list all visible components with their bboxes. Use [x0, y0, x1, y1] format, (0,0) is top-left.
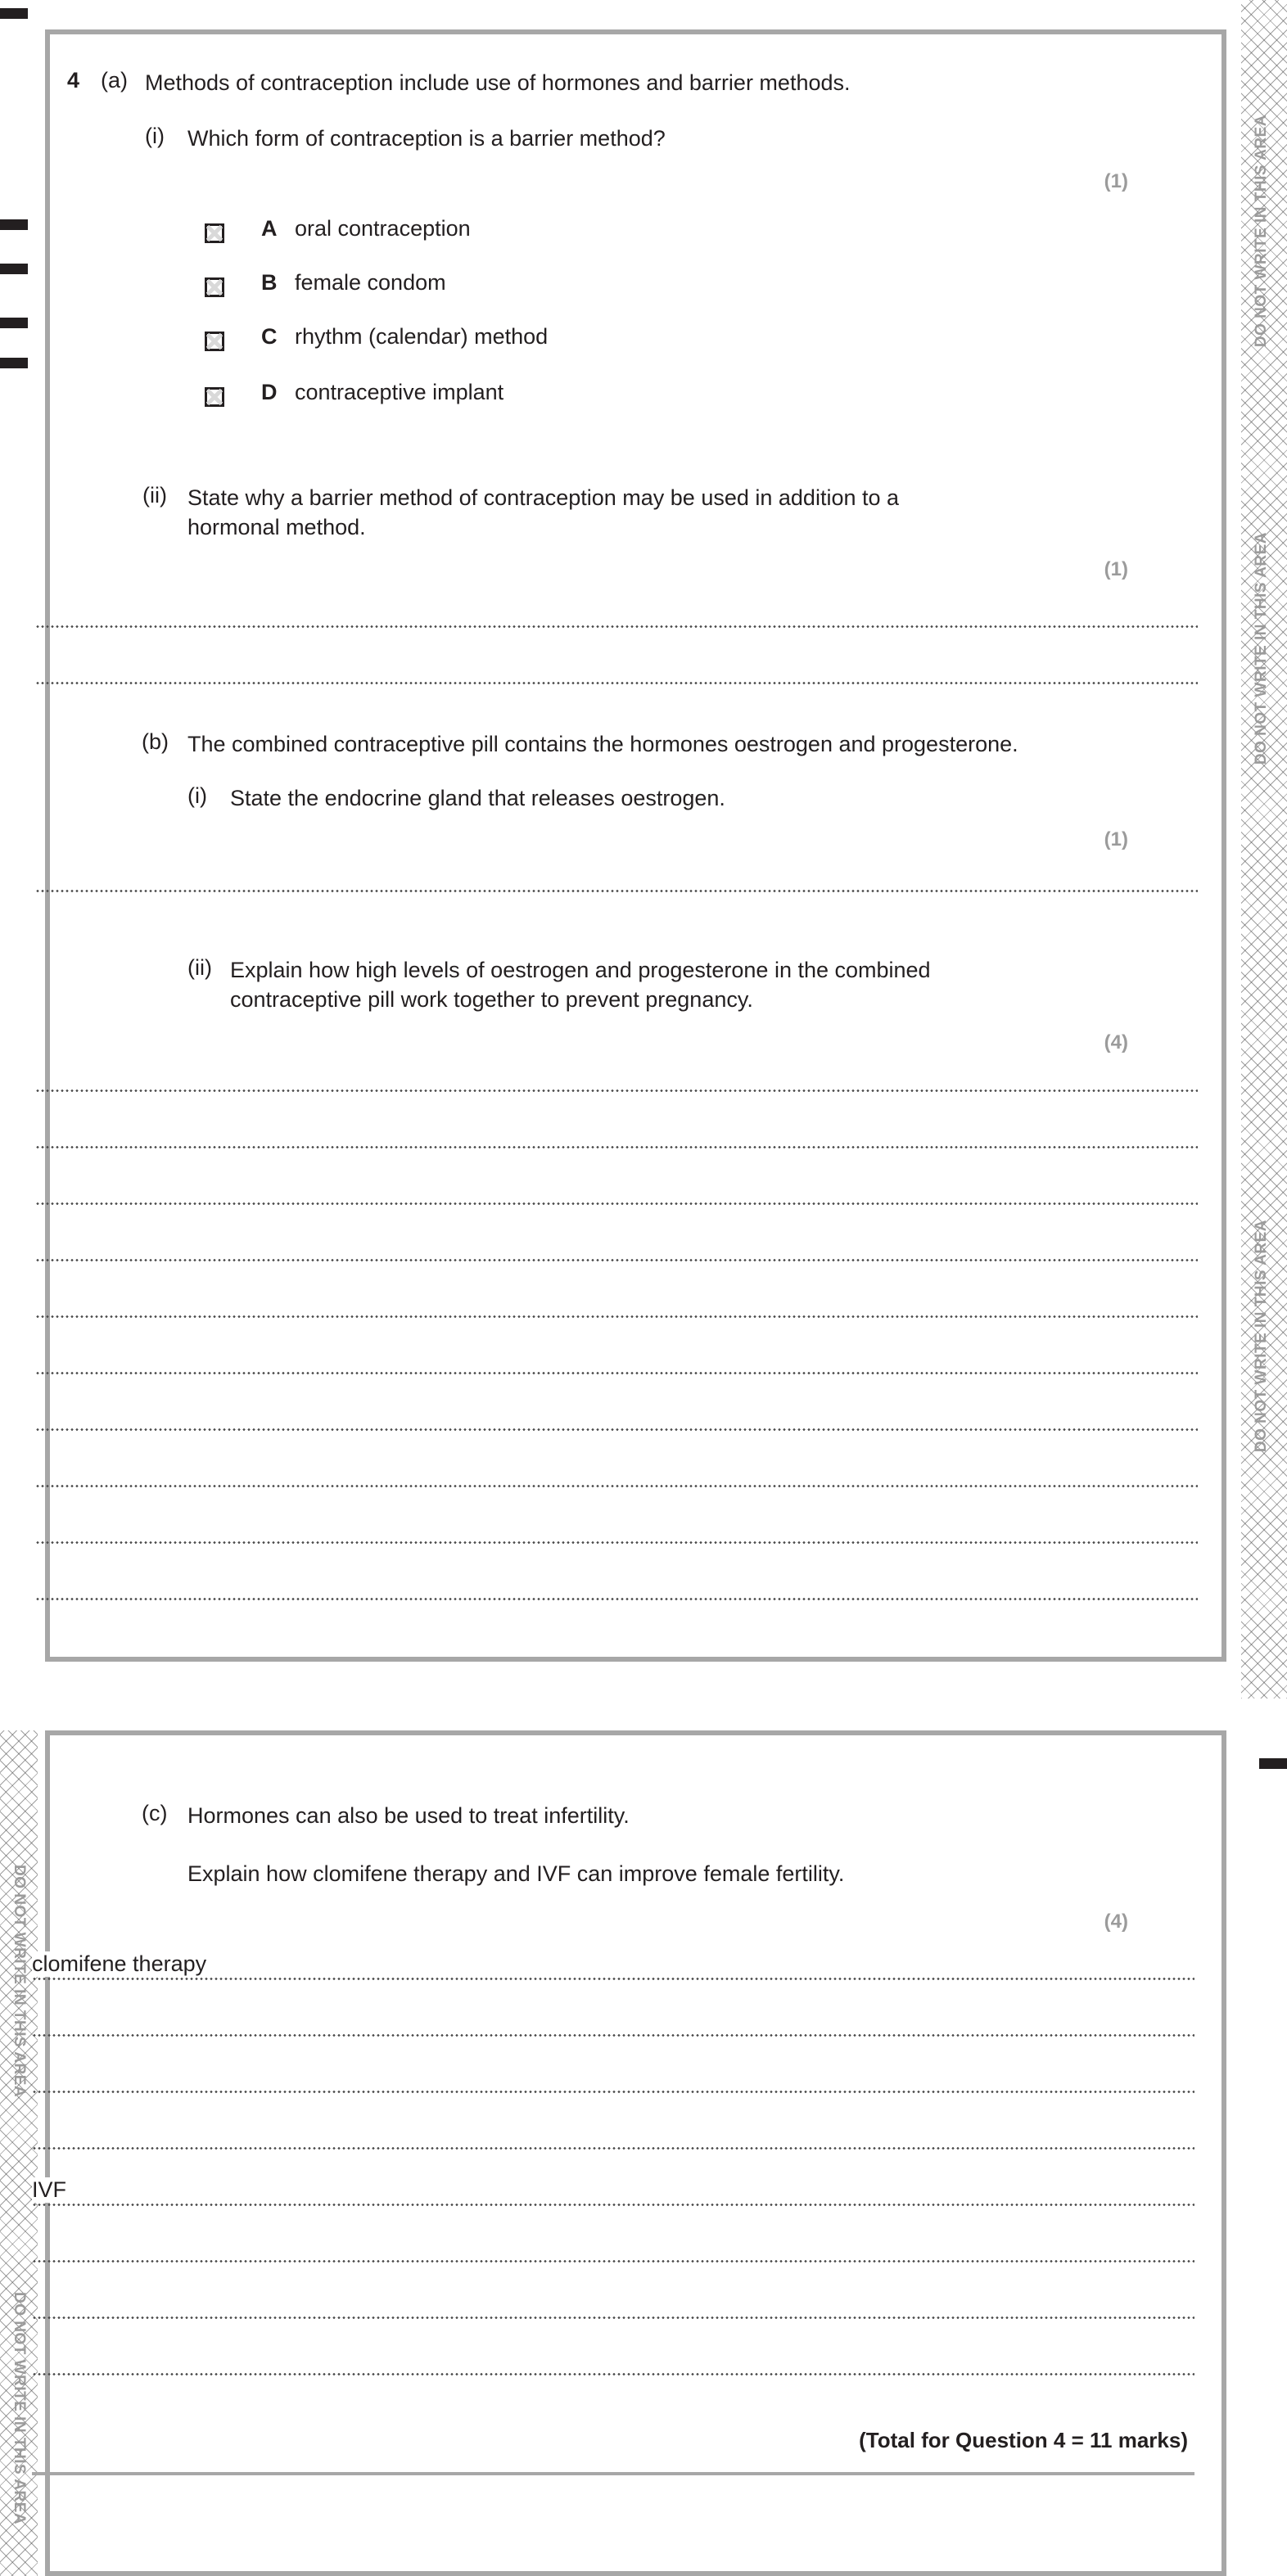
- answer-rule[interactable]: [35, 1598, 1198, 1600]
- checkbox-option-b[interactable]: [205, 277, 224, 297]
- margin-tick-mark: [0, 264, 28, 274]
- option-c-label: rhythm (calendar) method: [295, 324, 549, 349]
- answer-rule[interactable]: [32, 2260, 1194, 2262]
- do-not-write-notice: DO NOT WRITE IN THIS AREA: [1253, 115, 1270, 348]
- part-b-i-text: State the endocrine gland that releases oestrogen.: [230, 786, 725, 810]
- total-marks: (Total for Question 4 = 11 marks): [859, 2428, 1188, 2452]
- part-a-i-text: Which form of contraception is a barrier method?: [187, 126, 666, 151]
- answer-rule[interactable]: [35, 682, 1198, 684]
- margin-tick-mark: [1259, 1758, 1287, 1769]
- part-a-i-marks: (1): [1104, 170, 1128, 192]
- answer-rule[interactable]: [35, 890, 1198, 892]
- part-c-letter: (c): [142, 1801, 168, 1825]
- answer-label-clomifene: clomifene therapy: [32, 1951, 210, 1977]
- part-b-stem: The combined contraceptive pill contains the hormones oestrogen and progesterone.: [187, 732, 1018, 756]
- option-b-label: female condom: [295, 270, 446, 295]
- answer-rule[interactable]: [32, 2317, 1194, 2319]
- part-a-i-numeral: (i): [145, 124, 165, 148]
- margin-tick-mark: [0, 219, 28, 230]
- do-not-write-notice: DO NOT WRITE IN THIS AREA: [11, 2292, 28, 2525]
- part-a-ii-line-1: State why a barrier method of contraception may be used in addition to a: [187, 485, 900, 510]
- option-a-letter: A: [261, 216, 278, 241]
- answer-label-ivf: IVF: [32, 2177, 70, 2203]
- checkbox-option-d[interactable]: [205, 387, 224, 407]
- margin-tick-mark: [0, 318, 28, 328]
- part-a-ii-marks: (1): [1104, 558, 1128, 580]
- checkbox-option-c[interactable]: [205, 332, 224, 351]
- answer-rule[interactable]: [32, 2034, 1194, 2037]
- answer-rule[interactable]: [32, 2204, 1194, 2206]
- section-separator: [32, 2472, 1194, 2475]
- do-not-write-notice: DO NOT WRITE IN THIS AREA: [1253, 532, 1270, 765]
- part-a-letter: (a): [101, 68, 128, 92]
- question-number: 4: [67, 68, 80, 92]
- part-b-ii-marks: (4): [1104, 1031, 1128, 1053]
- option-d-label: contraceptive implant: [295, 380, 504, 404]
- do-not-write-notice: DO NOT WRITE IN THIS AREA: [11, 1865, 28, 2098]
- part-c-stem: Hormones can also be used to treat infertility.: [187, 1803, 630, 1828]
- answer-rule[interactable]: [35, 1146, 1198, 1148]
- answer-rule[interactable]: [32, 2147, 1194, 2150]
- part-a-ii-line-2: hormonal method.: [187, 515, 366, 539]
- part-b-i-numeral: (i): [187, 783, 207, 808]
- part-b-ii-line-1: Explain how high levels of oestrogen and progesterone in the combined: [230, 958, 931, 982]
- answer-rule[interactable]: [32, 2373, 1194, 2375]
- answer-rule[interactable]: [35, 1259, 1198, 1261]
- answer-rule[interactable]: [35, 1315, 1198, 1318]
- question-panel-page-2: [32, 1730, 1226, 2576]
- part-a-stem: Methods of contraception include use of hormones and barrier methods.: [145, 70, 851, 95]
- option-c-letter: C: [261, 324, 278, 349]
- answer-rule[interactable]: [35, 1428, 1198, 1431]
- do-not-write-notice: DO NOT WRITE IN THIS AREA: [1253, 1220, 1270, 1453]
- part-a-ii-numeral: (ii): [142, 483, 167, 508]
- answer-rule[interactable]: [35, 625, 1198, 628]
- answer-rule[interactable]: [32, 1978, 1194, 1980]
- option-d-letter: D: [261, 380, 278, 404]
- part-b-i-marks: (1): [1104, 828, 1128, 850]
- question-panel-page-1: [45, 29, 1226, 1662]
- answer-rule[interactable]: [35, 1541, 1198, 1544]
- part-c-marks: (4): [1104, 1911, 1128, 1933]
- option-b-letter: B: [261, 270, 278, 295]
- part-b-ii-numeral: (ii): [187, 955, 212, 980]
- answer-rule[interactable]: [35, 1089, 1198, 1092]
- part-b-ii-line-2: contraceptive pill work together to prevent pregnancy.: [230, 987, 753, 1012]
- answer-rule[interactable]: [35, 1372, 1198, 1374]
- part-b-letter: (b): [142, 729, 169, 754]
- option-a-label: oral contraception: [295, 216, 471, 241]
- answer-rule[interactable]: [35, 1485, 1198, 1487]
- part-c-instruction: Explain how clomifene therapy and IVF can improve female fertility.: [187, 1861, 845, 1886]
- answer-rule[interactable]: [35, 1202, 1198, 1205]
- margin-tick-mark: [0, 358, 28, 368]
- answer-rule[interactable]: [32, 2091, 1194, 2093]
- margin-tick-mark: [0, 8, 28, 19]
- checkbox-option-a[interactable]: [205, 223, 224, 243]
